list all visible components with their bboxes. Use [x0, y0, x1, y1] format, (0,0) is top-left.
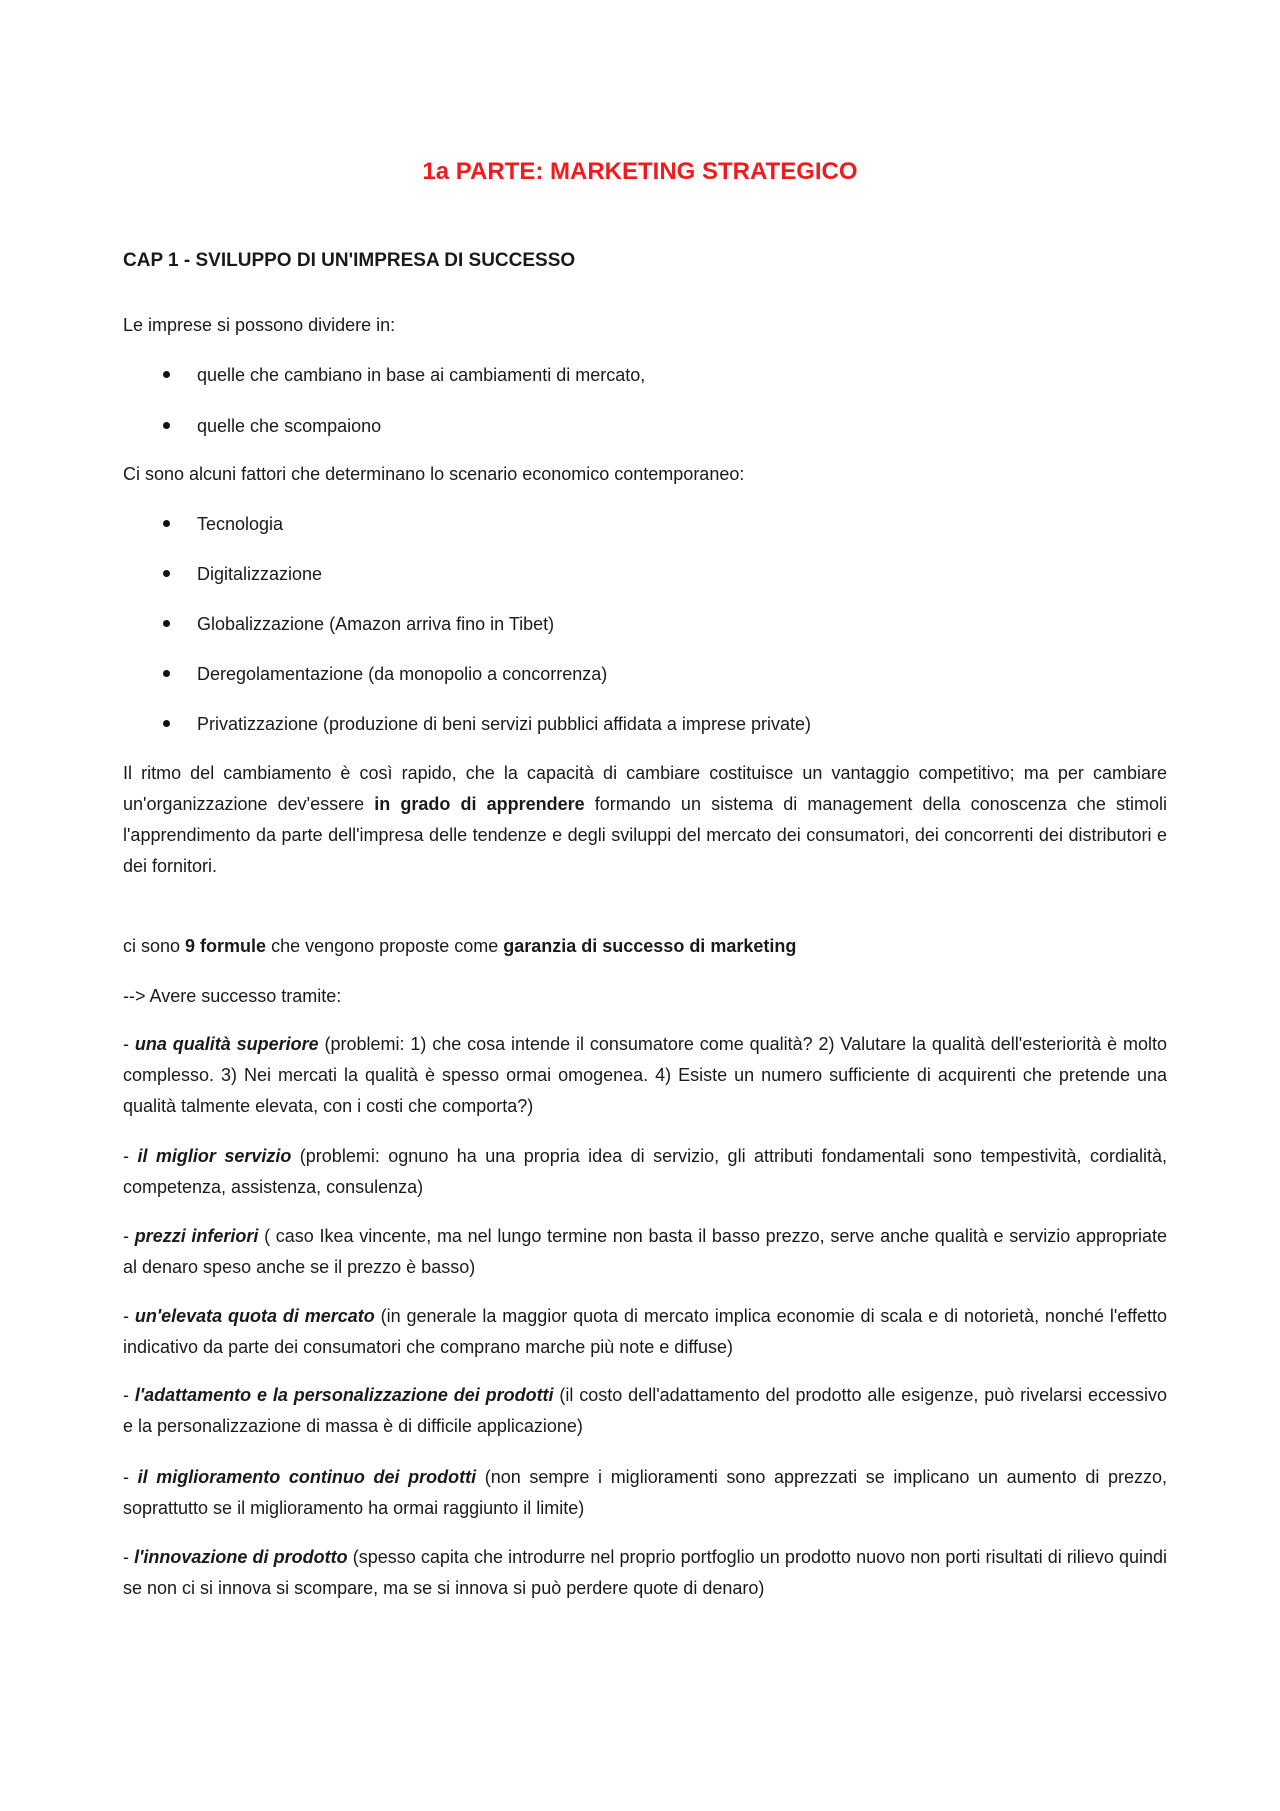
- list-item-text: quelle che cambiano in base ai cambiamenti di mercato,: [197, 365, 646, 385]
- formula-text: (in generale la maggior quota di mercato implica economie di scala e di notorietà, nonché l'effetto indicativo da parte dei consumatori che comprano marche più note e diffuse): [123, 1306, 1167, 1357]
- formula-item: [123, 1380, 1167, 1442]
- text: ci sono: [123, 936, 186, 956]
- paragraph-change: [123, 758, 1167, 882]
- dash: -: [123, 1547, 135, 1567]
- page-title: 1a PARTE: MARKETING STRATEGICO: [422, 158, 858, 185]
- list-item: [163, 609, 554, 640]
- text: Il ritmo del cambiamento è così rapido, che la capacità di cambiare costituisce un vantaggio competitivo; ma per cambiare un'organizzazione dev'essere: [123, 763, 1167, 814]
- formule-line: [123, 931, 1167, 962]
- dash: -: [123, 1034, 135, 1054]
- list-item: [163, 360, 645, 391]
- formula-term: una qualità superiore: [134, 1034, 319, 1054]
- list-item-text: Deregolamentazione (da monopolio a concorrenza): [197, 664, 608, 684]
- emphasis: in grado di apprendere: [374, 794, 585, 814]
- list-item-text: quelle che scompaiono: [197, 416, 382, 436]
- list-item: [163, 559, 322, 590]
- bullet-icon: [163, 520, 170, 527]
- bullet-icon: [163, 371, 170, 378]
- bullet-icon: [163, 620, 170, 627]
- formula-item: [123, 1301, 1167, 1363]
- formula-term: prezzi inferiori: [134, 1226, 259, 1246]
- list-item-text: Digitalizzazione: [197, 564, 323, 584]
- formula-text: (il costo dell'adattamento del prodotto alle esigenze, può rivelarsi eccessivo e la personalizzazione di massa è di difficile applicazione): [123, 1385, 1168, 1436]
- formula-item: [123, 1029, 1167, 1122]
- list-item: [163, 709, 811, 740]
- list-item: [163, 509, 283, 540]
- formula-text: ( caso Ikea vincente, ma nel lungo termine non basta il basso prezzo, serve anche qualità e servizio appropriate al denaro speso anche se il prezzo è basso): [123, 1226, 1167, 1277]
- bullet-icon: [163, 670, 170, 677]
- text: formando un sistema di management della conoscenza che stimoli l'apprendimento da parte dell'impresa delle tendenze e degli sviluppi del mercato dei consumatori, dei concorrenti dei distributori e dei fornitori.: [123, 794, 1167, 876]
- dash: -: [123, 1467, 138, 1487]
- formula-term: l'innovazione di prodotto: [134, 1547, 348, 1567]
- arrow-line: --> Avere successo tramite:: [123, 986, 342, 1006]
- formula-text: (problemi: 1) che cosa intende il consumatore come qualità? 2) Valutare la qualità dell'esteriorità è molto complesso. 3) Nei mercati la qualità è spesso ormai omogenea. 4) Esiste un numero sufficiente di acquirenti che pretende una qualità talmente elevata, con i costi che comporta?): [123, 1034, 1167, 1116]
- list-item-text: Privatizzazione (produzione di beni servizi pubblici affidata a imprese private): [197, 714, 811, 734]
- formula-text: (spesso capita che introdurre nel proprio portfoglio un prodotto nuovo non porti risultati di rilievo quindi se non ci si innova si scompare, ma se si innova si può perdere quote di denaro): [123, 1547, 1167, 1598]
- dash: -: [123, 1385, 135, 1405]
- bullet-icon: [163, 720, 170, 727]
- formula-item: [123, 1542, 1167, 1604]
- intro-text-1: Le imprese si possono dividere in:: [123, 315, 396, 335]
- formula-term: il miglioramento continuo dei prodotti: [137, 1467, 477, 1487]
- bullet-icon: [163, 570, 170, 577]
- formula-term: un'elevata quota di mercato: [134, 1306, 375, 1326]
- formula-item: [123, 1221, 1167, 1283]
- chapter-heading: CAP 1 - SVILUPPO DI UN'IMPRESA DI SUCCESSO: [123, 250, 576, 271]
- formula-term: il miglior servizio: [137, 1146, 292, 1166]
- list-item-text: Tecnologia: [197, 514, 284, 534]
- bullet-icon: [163, 422, 170, 429]
- formula-term: l'adattamento e la personalizzazione dei prodotti: [134, 1385, 554, 1405]
- formula-item: [123, 1462, 1167, 1524]
- dash: -: [123, 1146, 138, 1166]
- formula-item: [123, 1141, 1167, 1203]
- emphasis: 9 formule: [185, 936, 267, 956]
- text: che vengono proposte come: [266, 936, 504, 956]
- emphasis: garanzia di successo di marketing: [503, 936, 797, 956]
- formula-text: (non sempre i miglioramenti sono apprezzati se implicano un aumento di prezzo, soprattutto se il miglioramento ha ormai raggiunto il limite): [123, 1467, 1167, 1518]
- formula-text: (problemi: ognuno ha una propria idea di servizio, gli attributi fondamentali sono tempestività, cordialità, competenza, assistenza, consulenza): [123, 1146, 1167, 1197]
- list-item: [163, 411, 381, 442]
- dash: -: [123, 1306, 135, 1326]
- dash: -: [123, 1226, 135, 1246]
- intro-text-2: Ci sono alcuni fattori che determinano lo scenario economico contemporaneo:: [123, 464, 745, 484]
- list-item: [163, 659, 607, 690]
- list-item-text: Globalizzazione (Amazon arriva fino in Tibet): [197, 614, 555, 634]
